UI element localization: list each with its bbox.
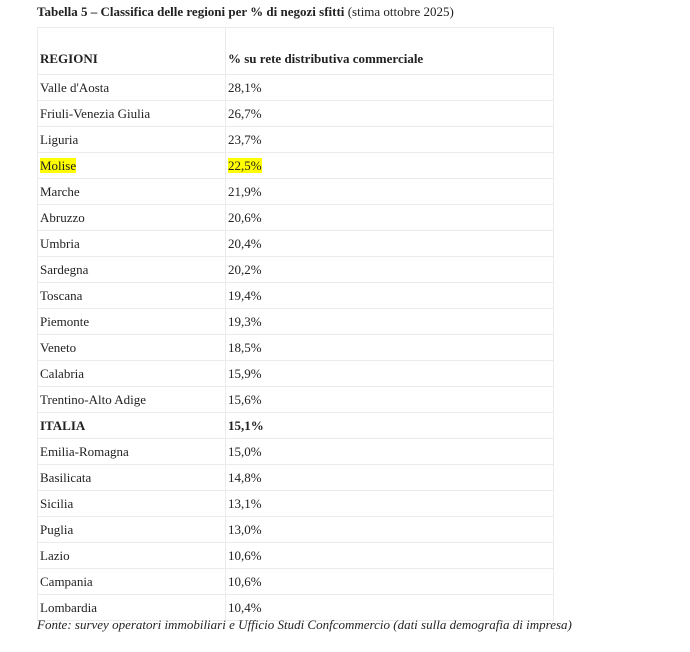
table-row <box>38 75 554 101</box>
region-cell <box>38 309 226 335</box>
region-value: 20,2% <box>228 262 262 277</box>
value-cell <box>226 75 554 101</box>
region-name: Piemonte <box>40 314 90 329</box>
region-cell <box>38 465 226 491</box>
caption-title: Tabella 5 – Classifica delle regioni per % di negozi sfitti <box>37 4 345 19</box>
region-name: Basilicata <box>40 470 92 485</box>
value-cell <box>226 465 554 491</box>
value-cell <box>226 335 554 361</box>
table-row <box>38 491 554 517</box>
region-cell <box>38 569 226 595</box>
value-cell <box>226 309 554 335</box>
region-name: Veneto <box>40 340 77 355</box>
regions-table <box>37 27 554 621</box>
region-name: Puglia <box>40 522 74 537</box>
region-value: 22,5% <box>228 158 262 173</box>
header-regioni: REGIONI <box>38 28 226 75</box>
table-caption <box>37 4 454 20</box>
region-cell <box>38 205 226 231</box>
table-row <box>38 101 554 127</box>
region-value: 18,5% <box>228 340 262 355</box>
table-body <box>38 75 554 621</box>
region-value: 14,8% <box>228 470 262 485</box>
region-cell <box>38 543 226 569</box>
table-row <box>38 569 554 595</box>
table-row <box>38 153 554 179</box>
region-value: 28,1% <box>228 80 262 95</box>
region-value: 13,0% <box>228 522 262 537</box>
region-name: Valle d'Aosta <box>40 80 110 95</box>
region-name: Friuli-Venezia Giulia <box>40 106 151 121</box>
table-row <box>38 387 554 413</box>
region-cell <box>38 335 226 361</box>
region-name: Lombardia <box>40 600 98 615</box>
region-value: 23,7% <box>228 132 262 147</box>
region-name: Toscana <box>40 288 83 303</box>
table-row <box>38 543 554 569</box>
table-row <box>38 309 554 335</box>
region-value: 20,4% <box>228 236 262 251</box>
region-cell <box>38 179 226 205</box>
region-value: 10,4% <box>228 600 262 615</box>
region-cell <box>38 283 226 309</box>
table-row <box>38 361 554 387</box>
region-cell <box>38 517 226 543</box>
region-value: 15,1% <box>228 418 264 433</box>
region-cell <box>38 387 226 413</box>
value-cell <box>226 387 554 413</box>
region-name: Calabria <box>40 366 85 381</box>
value-cell <box>226 153 554 179</box>
table-row <box>38 335 554 361</box>
region-name: Campania <box>40 574 93 589</box>
region-cell <box>38 413 226 439</box>
region-name: Umbria <box>40 236 80 251</box>
value-cell <box>226 361 554 387</box>
value-cell <box>226 179 554 205</box>
value-cell <box>226 231 554 257</box>
region-value: 13,1% <box>228 496 262 511</box>
region-value: 15,6% <box>228 392 262 407</box>
value-cell <box>226 517 554 543</box>
region-cell <box>38 361 226 387</box>
table-row <box>38 439 554 465</box>
value-cell <box>226 101 554 127</box>
region-name: Emilia-Romagna <box>40 444 129 459</box>
region-name: Sicilia <box>40 496 74 511</box>
table-header-row <box>38 28 554 75</box>
value-cell <box>226 283 554 309</box>
region-cell <box>38 257 226 283</box>
region-name: Lazio <box>40 548 70 563</box>
region-cell <box>38 75 226 101</box>
region-name: Liguria <box>40 132 79 147</box>
table-row <box>38 517 554 543</box>
region-value: 19,3% <box>228 314 262 329</box>
value-cell <box>226 569 554 595</box>
header-percent: % su rete distributiva commerciale <box>226 28 554 75</box>
region-name: Molise <box>40 158 77 173</box>
region-value: 21,9% <box>228 184 262 199</box>
table-row <box>38 231 554 257</box>
region-cell <box>38 153 226 179</box>
table-row <box>38 413 554 439</box>
value-cell <box>226 439 554 465</box>
region-value: 19,4% <box>228 288 262 303</box>
region-value: 15,0% <box>228 444 262 459</box>
region-value: 10,6% <box>228 574 262 589</box>
table-row <box>38 179 554 205</box>
region-value: 15,9% <box>228 366 262 381</box>
region-cell <box>38 127 226 153</box>
region-value: 26,7% <box>228 106 262 121</box>
table-row <box>38 283 554 309</box>
region-value: 20,6% <box>228 210 262 225</box>
value-cell <box>226 127 554 153</box>
value-cell <box>226 205 554 231</box>
region-cell <box>38 491 226 517</box>
value-cell <box>226 413 554 439</box>
source-note: Fonte: survey operatori immobiliari e Ufficio Studi Confcommercio (dati sulla demografia di impresa) <box>37 617 572 632</box>
table-row <box>38 205 554 231</box>
region-name: Marche <box>40 184 80 199</box>
region-cell <box>38 439 226 465</box>
table-row <box>38 257 554 283</box>
value-cell <box>226 543 554 569</box>
region-value: 10,6% <box>228 548 262 563</box>
caption-subtitle: (stima ottobre 2025) <box>347 4 454 19</box>
region-name: Sardegna <box>40 262 89 277</box>
region-cell <box>38 231 226 257</box>
value-cell <box>226 257 554 283</box>
region-name: Trentino-Alto Adige <box>40 392 147 407</box>
region-name: ITALIA <box>40 418 86 433</box>
region-cell <box>38 101 226 127</box>
table-row <box>38 465 554 491</box>
table-row <box>38 127 554 153</box>
value-cell <box>226 491 554 517</box>
region-name: Abruzzo <box>40 210 85 225</box>
